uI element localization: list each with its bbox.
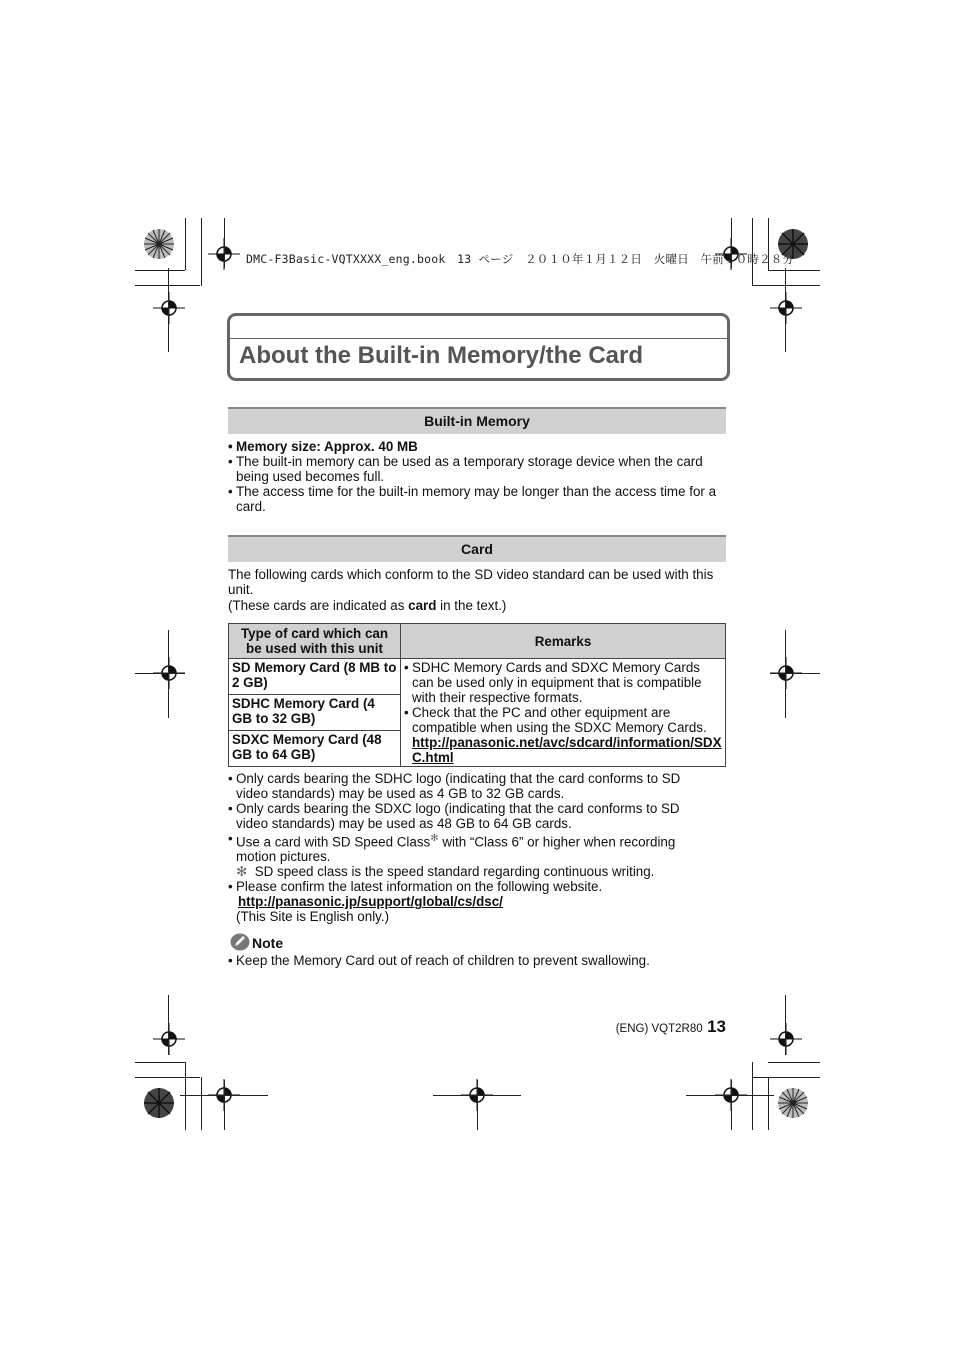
footnote-text: SD speed class is the speed standard regarding continuous writing. <box>254 864 655 880</box>
support-website-link[interactable]: http://panasonic.jp/support/global/cs/dsc/ <box>238 894 503 910</box>
print-header: DMC-F3Basic-VQTXXXX_eng.book 13 ページ ２０１０年１月１２日 火曜日 午前１０時２８分 <box>246 252 795 266</box>
column-header-type: Type of card which can be used with this unit <box>229 624 401 659</box>
list-item: • Check that the PC and other equipment are compatible when using the SDXC Memory Cards. <box>404 705 722 735</box>
intro-text: in the text.) <box>436 598 507 613</box>
registration-mark-icon <box>770 292 802 324</box>
page-title: About the Built-in Memory/the Card <box>239 342 643 369</box>
list-item: • The built-in memory can be used as a temporary storage device when the card being used becomes full. <box>228 454 726 484</box>
section-heading-card: Card <box>228 535 726 562</box>
list-item: • Please confirm the latest information on the following website. <box>228 879 708 894</box>
footnote-marker: ✻ <box>430 833 439 844</box>
card-types-table <box>228 623 726 767</box>
sdxc-info-link[interactable]: http://panasonic.net/avc/sdcard/information/SDXC.html <box>412 735 722 765</box>
card-type-cell: SD Memory Card (8 MB to 2 GB) <box>229 659 401 695</box>
speed-class-text: Use a card with SD Speed Class <box>236 834 431 850</box>
section-heading-builtin-memory: Built-in Memory <box>228 407 726 434</box>
color-wheel-icon <box>143 1087 175 1119</box>
card-intro <box>228 567 726 613</box>
note-heading <box>230 933 530 953</box>
card-notes-list <box>228 771 708 924</box>
speed-class-text: with “Class 6” or higher when recording motion pictures. <box>236 834 676 865</box>
list-item: • Keep the Memory Card out of reach of children to prevent swallowing. <box>228 953 726 968</box>
note-list <box>228 953 726 968</box>
title-divider <box>230 338 727 339</box>
website-link-wrap <box>228 894 708 909</box>
registration-mark-icon <box>770 1023 802 1055</box>
remarks-cell <box>401 659 726 767</box>
column-header-remarks: Remarks <box>401 624 726 659</box>
card-type-cell: SDHC Memory Card (4 GB to 32 GB) <box>229 695 401 731</box>
document-code: (ENG) VQT2R80 <box>615 1023 703 1035</box>
list-item: • SDHC Memory Cards and SDXC Memory Cards can be used only in equipment that is compatible with their respective formats. <box>404 660 722 705</box>
card-type-cell: SDXC Memory Card (48 GB to 64 GB) <box>229 731 401 767</box>
registration-mark-icon <box>153 292 185 324</box>
card-intro-line2 <box>228 598 726 613</box>
page-number: 13 <box>707 1017 726 1036</box>
page-footer <box>560 1017 726 1037</box>
builtin-memory-list <box>228 439 726 514</box>
table-row <box>229 659 726 695</box>
note-label: Note <box>252 935 284 951</box>
website-note: (This Site is English only.) <box>236 909 390 925</box>
list-item: • The access time for the built-in memory may be longer than the access time for a card. <box>228 484 726 514</box>
color-wheel-icon <box>777 1087 809 1119</box>
sdxc-info-link-wrap <box>404 735 722 765</box>
color-wheel-icon <box>143 228 175 260</box>
list-item: • Memory size: Approx. 40 MB <box>228 439 726 454</box>
pencil-note-icon <box>230 933 250 951</box>
footnote <box>228 864 708 879</box>
table-header-row <box>229 624 726 659</box>
intro-bold: card <box>408 598 437 613</box>
footnote-marker: ✻ <box>236 864 248 880</box>
intro-text: (These cards are indicated as <box>228 598 409 613</box>
list-item <box>228 831 708 864</box>
registration-mark-icon <box>153 1023 185 1055</box>
card-intro-line1: The following cards which conform to the SD video standard can be used with this unit. <box>228 567 714 597</box>
list-item: • Only cards bearing the SDXC logo (indicating that the card conforms to SD video standards) may be used as 48 GB to 64 GB cards. <box>228 801 708 831</box>
list-item: • Only cards bearing the SDHC logo (indicating that the card conforms to SD video standards) may be used as 4 GB to 32 GB cards. <box>228 771 708 801</box>
